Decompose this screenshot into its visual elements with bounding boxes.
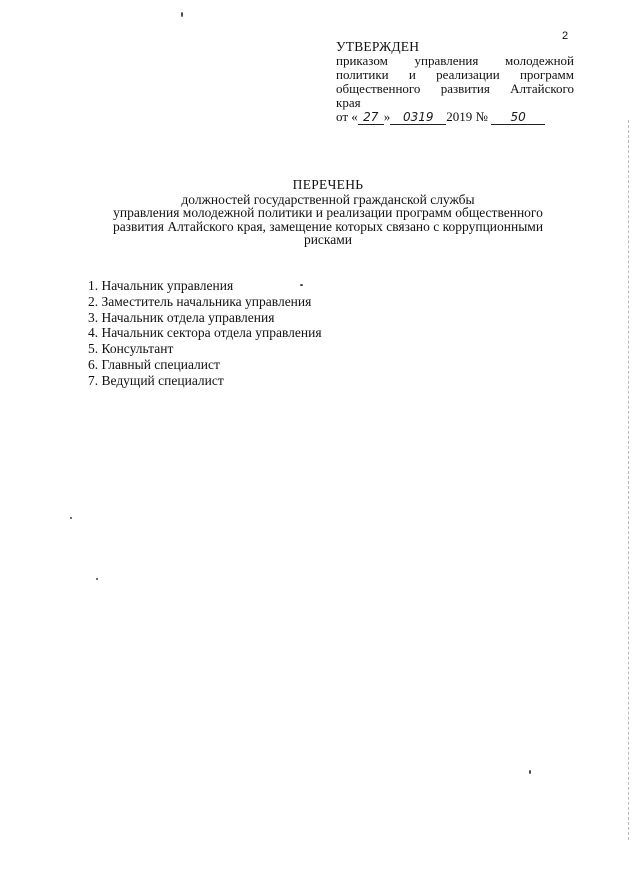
approval-line: политики и реализации программ (336, 67, 574, 82)
scan-speck (70, 517, 72, 519)
list-item: 7. Ведущий специалист (88, 372, 224, 388)
scan-speck (96, 578, 98, 580)
scan-speck (181, 12, 183, 17)
title-line: рисками (303, 232, 353, 247)
list-item: 4. Начальник сектора отдела управления (88, 325, 322, 341)
list-item: 3. Начальник отдела управления (88, 309, 275, 325)
handwritten-day: 27 (358, 110, 384, 125)
approval-line: края (336, 95, 361, 110)
list-item: 6. Главный специалист (88, 356, 220, 372)
approval-title: УТВЕРЖДЕН (336, 39, 420, 54)
handwritten-month: 0319 (390, 110, 446, 125)
title-line: управления молодежной политики и реализации программ общественного (113, 205, 543, 220)
date-year: 2019 № (446, 109, 488, 124)
handwritten-order-number: 50 (491, 110, 545, 125)
title-line: должностей государственной гражданской службы (181, 191, 475, 207)
scan-speck (300, 284, 303, 286)
list-item: 5. Консультант (88, 341, 174, 357)
positions-list (88, 278, 322, 389)
approval-line: приказом управления молодежной (336, 53, 574, 68)
date-prefix: от « (336, 109, 358, 124)
scan-speck (529, 770, 531, 774)
document-title (96, 178, 560, 247)
scan-edge-line (628, 120, 629, 840)
list-item: 2. Заместитель начальника управления (88, 293, 312, 309)
list-item: 1. Начальник управления (88, 278, 234, 293)
approval-stamp (336, 40, 574, 125)
title-line: развития Алтайского края, замещение которых связано с коррупционными (112, 218, 544, 234)
approval-line: общественного развития Алтайского (336, 81, 574, 96)
page-number: 2 (562, 30, 569, 42)
approval-date (336, 110, 574, 125)
date-mid: » (383, 109, 391, 124)
title-heading: ПЕРЕЧЕНЬ (292, 177, 364, 192)
